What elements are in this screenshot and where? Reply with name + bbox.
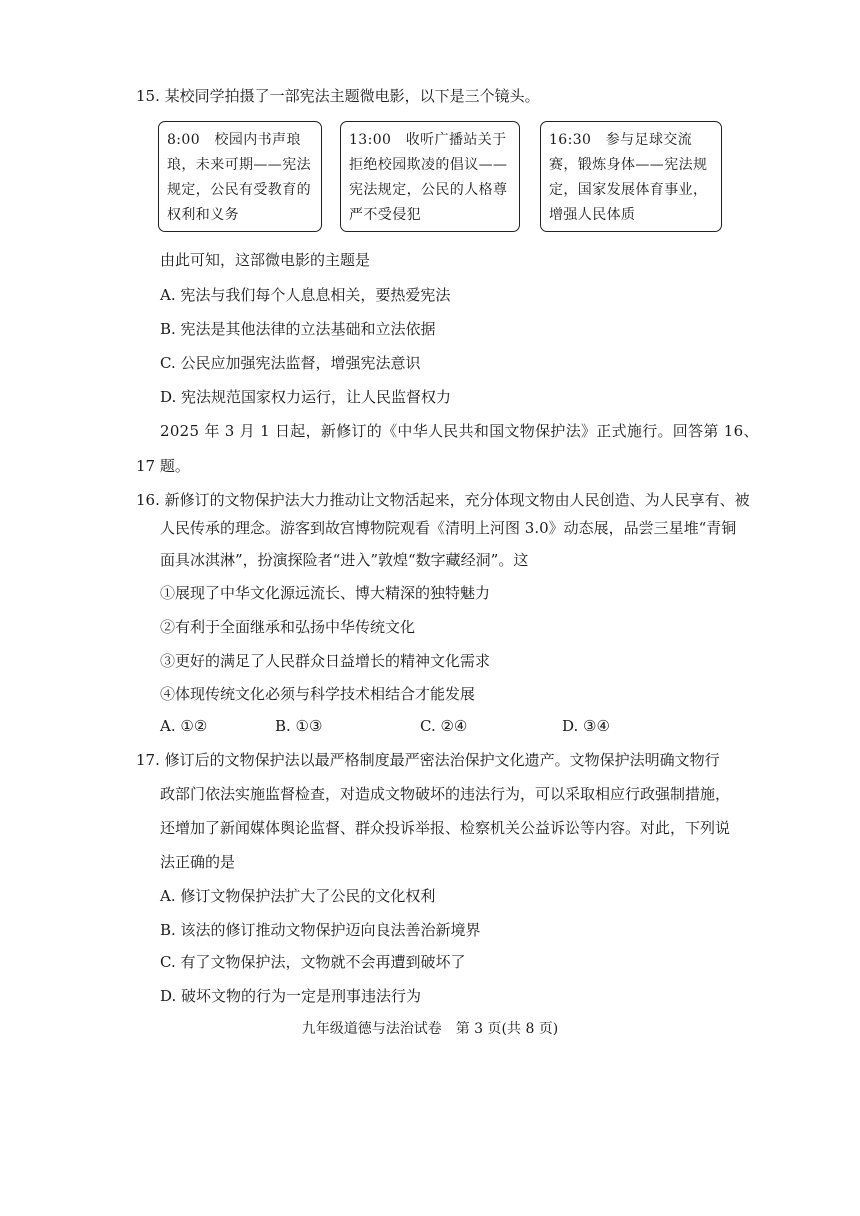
q15-option-d: D. 宪法规范国家权力运行，让人民监督权力 — [160, 388, 452, 406]
question-17-stem-line-3: 还增加了新闻媒体舆论监督、群众投诉举报、检察机关公益诉讼等内容。对此，下列说 — [160, 819, 731, 837]
q15-option-c: C. 公民应加强宪法监督，增强宪法意识 — [160, 354, 421, 372]
q15-option-b: B. 宪法是其他法律的立法基础和立法依据 — [160, 320, 436, 338]
q16-statement-1: ①展现了中华文化源远流长、博大精深的独特魅力 — [160, 584, 491, 602]
question-16-stem-line-1: 16. 新修订的文物保护法大力推动让文物活起来，充分体现文物由人民创造、为人民享有、被 — [136, 491, 750, 509]
q17-option-b: B. 该法的修订推动文物保护迈向良法善治新境界 — [160, 921, 481, 939]
q16-answer-a: A. ①② — [160, 717, 208, 735]
scene-box-2: 13:00 收听广播站关于拒绝校园欺凌的倡议——宪法规定，公民的人格尊严不受侵犯 — [340, 121, 520, 232]
q16-answer-b: B. ①③ — [275, 717, 323, 735]
question-17-stem-line-2: 政部门依法实施监督检查，对造成文物破坏的违法行为，可以采取相应行政强制措施， — [160, 785, 731, 803]
question-16-stem-line-2: 人民传承的理念。游客到故宫博物院观看《清明上河图 3.0》动态展，品尝三星堆“青铜 — [160, 519, 737, 537]
q16-statement-2: ②有利于全面继承和弘扬中华传统文化 — [160, 618, 416, 636]
q17-option-d: D. 破坏文物的行为一定是刑事违法行为 — [160, 987, 422, 1005]
question-17-stem-line-4: 法正确的是 — [160, 853, 236, 871]
q16-statement-3: ③更好的满足了人民群众日益增长的精神文化需求 — [160, 652, 491, 670]
q16-answer-d: D. ③④ — [562, 717, 610, 735]
question-17-stem-line-1: 17. 修订后的文物保护法以最严格制度最严密法治保护文化遗产。文物保护法明确文物行 — [136, 751, 720, 769]
scene-box-3: 16:30 参与足球交流赛，锻炼身体——宪法规定，国家发展体育事业，增强人民体质 — [540, 121, 722, 232]
q16-statement-4: ④体现传统文化必须与科学技术相结合才能发展 — [160, 685, 476, 703]
q15-option-a: A. 宪法与我们每个人息息相关，要热爱宪法 — [160, 286, 451, 304]
scene-box-1: 8:00 校园内书声琅琅，未来可期——宪法规定，公民有受教育的权利和义务 — [158, 121, 322, 232]
material-line-2: 17 题。 — [136, 457, 190, 475]
question-15-prompt: 由此可知，这部微电影的主题是 — [160, 251, 371, 269]
scene-boxes — [158, 121, 722, 234]
q16-answer-c: C. ②④ — [420, 717, 468, 735]
q17-option-a: A. 修订文物保护法扩大了公民的文化权利 — [160, 887, 436, 905]
question-16-stem-line-3: 面具冰淇淋”，扮演探险者“进入”敦煌“数字藏经洞”。这 — [160, 551, 529, 569]
q17-option-c: C. 有了文物保护法，文物就不会再遭到破坏了 — [160, 953, 466, 971]
page-footer: 九年级道德与法治试卷 第 3 页(共 8 页) — [301, 1021, 559, 1037]
question-15-stem: 15. 某校同学拍摄了一部宪法主题微电影，以下是三个镜头。 — [136, 87, 540, 105]
material-line-1: 2025 年 3 月 1 日起，新修订的《中华人民共和国文物保护法》正式施行。回答第 16、 — [160, 422, 759, 440]
